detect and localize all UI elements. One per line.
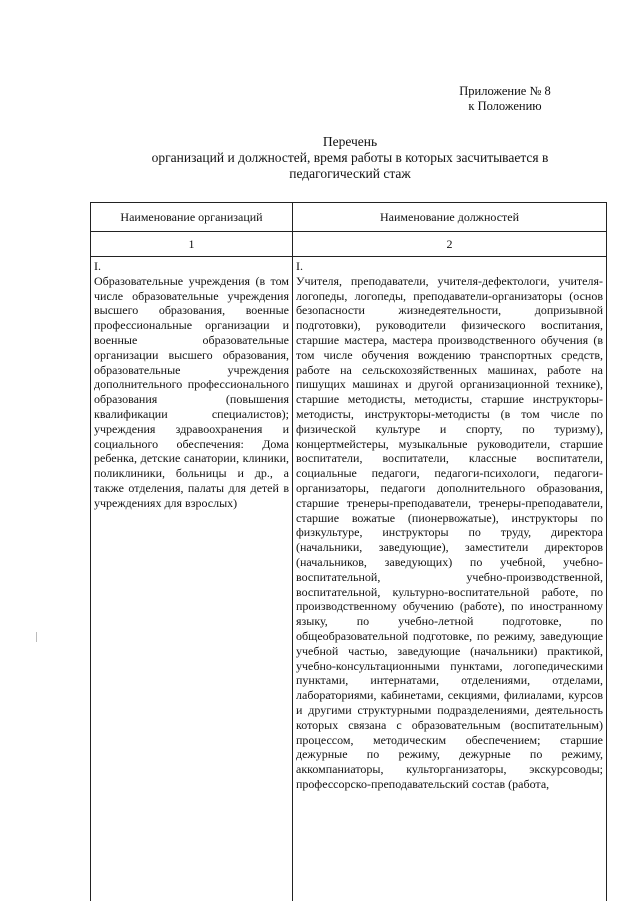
organizations-text: Образовательные учреждения (в том числе образовательные учреждения высшего образования, военные профессиональные организации и военные образовательные организации высшего образования, образовательные учреждения дополнительного профессионального образования (повышения квалификации специалистов); учреждения здравоохранения и социального обеспечения: Дома ребенка, детские санатории, клиники, поликлиники, больницы и др., а также отделения, палаты для детей в учреждениях для взрослых) [94, 273, 292, 510]
column-number-row [91, 232, 607, 257]
section-number: I. [94, 259, 101, 273]
header-positions: Наименование должностей [293, 203, 607, 232]
header-organizations: Наименование организаций [91, 203, 293, 232]
annex-number: Приложение № 8 [459, 84, 551, 98]
positions-table [90, 202, 607, 901]
title-line-2: организаций и должностей, время работы в которых засчитывается в [151, 150, 549, 165]
column-number-1: 1 [91, 232, 293, 257]
positions-cell [293, 257, 607, 902]
column-number-2: 2 [293, 232, 607, 257]
scan-margin-mark [36, 632, 37, 642]
table-header-row [91, 203, 607, 232]
organizations-cell [91, 257, 293, 902]
document-title [90, 134, 610, 182]
title-line-3: педагогический стаж [289, 166, 411, 181]
annex-reference [410, 84, 600, 114]
section-number: I. [296, 259, 303, 273]
positions-text: Учителя, преподаватели, учителя-дефектологи, учителя-логопеды, логопеды, преподаватели-организаторы (основ безопасности жизнедеятельности, допризывной подготовки), руководители физического воспитания, старшие мастера, мастера производственного обучения (в том числе обучения вождению транспортных средств, работе на сельскохозяйственных машинах, работе на пишущих машинах и другой организационной технике), старшие методисты, методисты, старшие инструкторы-методисты, инструкторы-методисты (в том числе по физической культуре и спорту, по туризму), концертмейстеры, музыкальные руководители, старшие воспитатели, воспитатели, классные воспитатели, социальные педагоги, педагоги-психологи, педагоги-организаторы, педагоги дополнительного образования, старшие тренеры-преподаватели, тренеры-преподаватели, старшие вожатые (пионервожатые), инструкторы по физкультуре, инструкторы по труду, директора (начальники, заведующие), заместители директоров (начальников, заведующих) по учебной, учебно-воспитательной, учебно-производственной, воспитательной, культурно-воспитательной работе, по производственному обучению (работе), по иностранному языку, по учебно-летной подготовке, по общеобразовательной подготовке, по режиму, заведующие учебной частью, заведующие (начальники) практикой, учебно-консультационными пунктами, логопедическими пунктами, интернатами, отделениями, отделами, лабораториями, кабинетами, секциями, филиалами, курсов и другими структурными подразделениями, деятельность которых связана с образовательным (воспитательным) процессом, методическим обеспечением; старшие дежурные по режиму, дежурные по режиму, аккомпаниаторы, культорганизаторы, экскурсоводы; профессорско-преподавательский состав (работа, [296, 273, 606, 791]
title-heading: Перечень [322, 134, 378, 149]
annex-regulation: к Положению [468, 99, 542, 113]
table-row [91, 257, 607, 902]
